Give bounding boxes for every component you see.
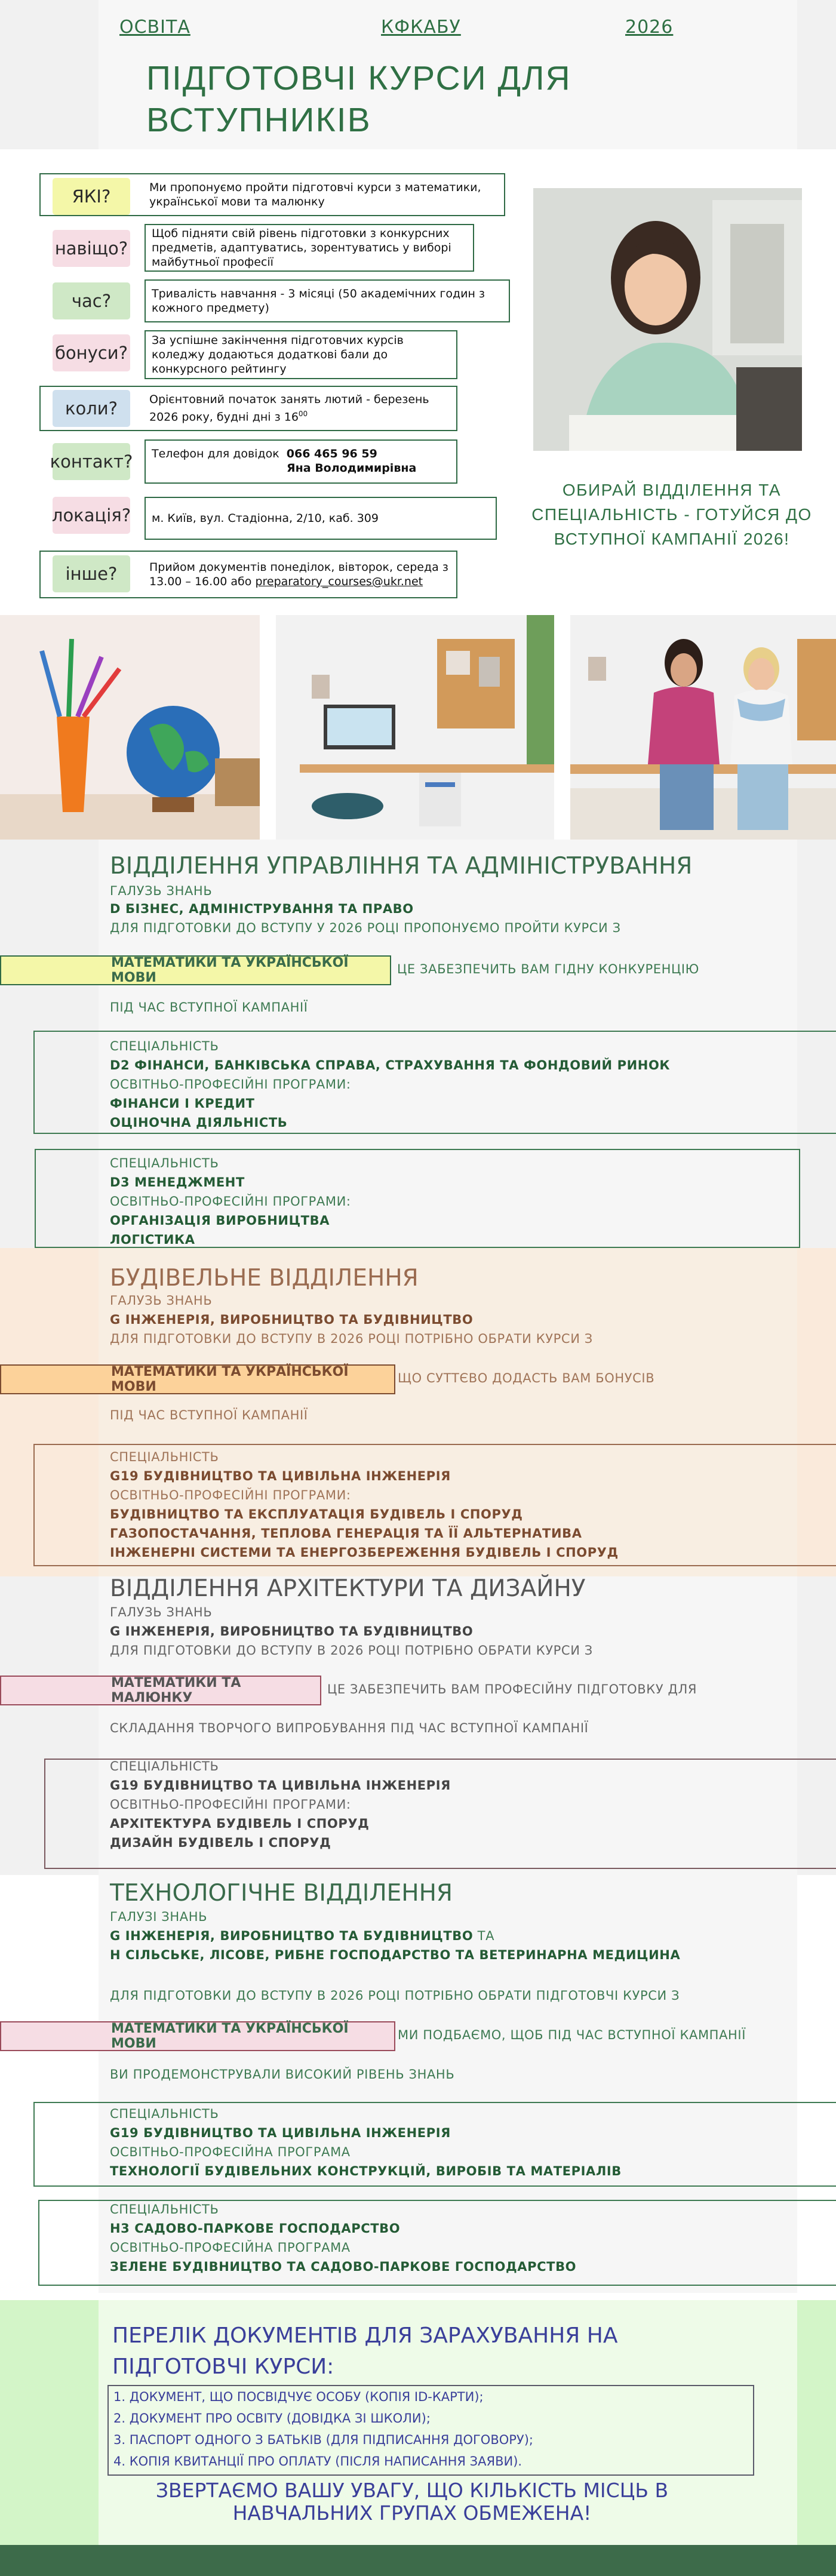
tag-when: коли? [53,390,130,427]
program-label: ОСВІТНЬО-ПРОФЕСІЙНІ ПРОГРАМИ: [110,1194,351,1209]
spec-name: G19 БУДІВНИЦТВО ТА ЦИВІЛЬНА ІНЖЕНЕРІЯ [110,2126,451,2140]
info-which-box: Ми пропонуємо пройти підготовчі курси з математики, української мови та малюнку [39,173,505,216]
tag-other: інше? [53,555,130,592]
dept3-highlight: МАТЕМАТИКИ ТА МАЛЮНКУ [0,1676,321,1705]
spec-name: G19 БУДІВНИЦТВО ТА ЦИВІЛЬНА ІНЖЕНЕРІЯ [110,1778,451,1793]
phone-number[interactable]: 066 465 96 59 [286,447,377,460]
dept1-highlight: МАТЕМАТИКИ ТА УКРАЇНСЬКОЇ МОВИ [0,955,391,985]
info-location-box: м. Київ, вул. Стадіонна, 2/10, каб. 309 [145,497,497,540]
dept4-highlight: МАТЕМАТИКИ ТА УКРАЇНСЬКОЇ МОВИ [0,2021,395,2051]
page-title: ПІДГОТОВЧІ КУРСИ ДЛЯ ВСТУПНИКІВ [146,59,571,139]
docs-notice: ЗВЕРТАЄМО ВАШУ УВАГУ, ЩО КІЛЬКІСТЬ МІСЦЬ В НАВЧАЛЬНИХ ГРУПАХ ОБМЕЖЕНА! [155,2479,669,2525]
program-item: ГАЗОПОСТАЧАННЯ, ТЕПЛОВА ГЕНЕРАЦІЯ ТА ЇЇ АЛЬТЕРНАТИВА [110,1526,582,1541]
globe-illustration [0,615,260,840]
students-illustration [570,615,836,840]
tag-location: локація? [53,497,130,534]
header-link-osvita[interactable]: ОСВІТА [119,17,190,38]
docs-title: ПЕРЕЛІК ДОКУМЕНТІВ ДЛЯ ЗАРАХУВАННЯ НА ПІДГОТОВЧІ КУРСИ: [112,2323,618,2379]
info-when-box: Орієнтовний початок занять лютий - березень 2026 року, будні дні з $16^{00}$ [39,386,457,431]
header-link-kfkabu[interactable]: КФКАБУ [381,17,461,38]
dept2-highlight: МАТЕМАТИКИ ТА УКРАЇНСЬКОЇ МОВИ [0,1364,395,1394]
program-label: ОСВІТНЬО-ПРОФЕСІЙНА ПРОГРАМА [110,2240,351,2255]
tag-contact: контакт? [53,443,130,480]
program-label: ОСВІТНЬО-ПРОФЕСІЙНІ ПРОГРАМИ: [110,1797,351,1812]
dept3-after2: СКЛАДАННЯ ТВОРЧОГО ВИПРОБУВАННЯ ПІД ЧАС ВСТУПНОЇ КАМПАНІЇ [110,1721,589,1735]
student-photo [533,188,802,451]
spec-label: СПЕЦІАЛЬНІСТЬ [110,1450,219,1464]
students-photo [570,615,836,840]
docs-list [113,2386,533,2472]
globe-photo [0,615,260,840]
header-link-year[interactable]: 2026 [625,17,674,38]
tag-which: ЯКІ? [53,178,130,215]
program-item: АРХІТЕКТУРА БУДІВЕЛЬ І СПОРУД [110,1816,370,1831]
dept2-field-label: ГАЛУЗЬ ЗНАНЬ [110,1293,213,1308]
dept3-intro: ДЛЯ ПІДГОТОВКИ ДО ВСТУПУ В 2026 РОЦІ ПОТРІБНО ОБРАТИ КУРСИ З [110,1643,593,1658]
program-item: ІНЖЕНЕРНІ СИСТЕМИ ТА ЕНЕРГОЗБЕРЕЖЕННЯ БУДІВЕЛЬ І СПОРУД [110,1545,619,1560]
dept2-title: БУДІВЕЛЬНЕ ВІДДІЛЕННЯ [110,1265,419,1292]
dept1-intro: ДЛЯ ПІДГОТОВКИ ДО ВСТУПУ У 2026 РОЦІ ПРОПОНУЄМО ПРОЙТИ КУРСИ З [110,921,621,935]
tag-time: час? [53,282,130,319]
program-item: ФІНАНСИ І КРЕДИТ [110,1096,255,1111]
tag-bonus: бонуси? [53,334,130,371]
dept3-spec-box [44,1759,836,1869]
dept4-title: ТЕХНОЛОГІЧНЕ ВІДДІЛЕННЯ [110,1880,453,1907]
spec-label: СПЕЦІАЛЬНІСТЬ [110,1759,219,1773]
dept1-after2: ПІД ЧАС ВСТУПНОЇ КАМПАНІЇ [110,1000,308,1015]
info-why-box: Щоб підняти свій рівень підготовки з конкурсних предметів, адаптуватись, зорентуватись у виборі майбутньої професії [145,224,474,272]
footer-band [0,2545,836,2576]
dept3-title: ВІДДІЛЕННЯ АРХІТЕКТУРИ ТА ДИЗАЙНУ [110,1575,586,1602]
dept2-after2: ПІД ЧАС ВСТУПНОЇ КАМПАНІЇ [110,1408,308,1422]
docs-item-4: 4. КОПІЯ КВИТАНЦІЇ ПРО ОПЛАТУ (ПІСЛЯ НАПИСАННЯ ЗАЯВИ). [113,2454,522,2469]
program-item: ОЦІНОЧНА ДІЯЛЬНІСТЬ [110,1115,288,1130]
dept4-intro: ДЛЯ ПІДГОТОВКИ ДО ВСТУПУ В 2026 РОЦІ ПОТРІБНО ОБРАТИ ПІДГОТОВЧІ КУРСИ З [110,1988,680,2003]
dept3-field: G ІНЖЕНЕРІЯ, ВИРОБНИЦТВО ТА БУДІВНИЦТВО [110,1624,474,1639]
spec-name: G19 БУДІВНИЦТВО ТА ЦИВІЛЬНА ІНЖЕНЕРІЯ [110,1469,451,1483]
email-link[interactable]: preparatory_courses@ukr.net [255,575,423,588]
info-other-box: Прийом документів понеділок, вівторок, середа з 13.00 – 16.00 або preparatory_courses@ukr.net [39,551,457,598]
info-contact-box: Телефон для довідок 066 465 96 59 Яна Володимирівна [145,439,457,484]
dept1-field: D БІЗНЕС, АДМІНІСТРУВАННЯ ТА ПРАВО [110,902,414,916]
dept4-field2: Н СІЛЬСЬКЕ, ЛІСОВЕ, РИБНЕ ГОСПОДАРСТВО ТА ВЕТЕРИНАРНА МЕДИЦИНА [110,1948,681,1962]
dept1-title: ВІДДІЛЕННЯ УПРАВЛІННЯ ТА АДМІНІСТРУВАННЯ [110,853,693,880]
spec-label: СПЕЦІАЛЬНІСТЬ [110,2107,219,2121]
tag-why: навіщо? [53,230,130,267]
dept3-field-label: ГАЛУЗЬ ЗНАНЬ [110,1605,213,1619]
dept4-field-label: ГАЛУЗІ ЗНАНЬ [110,1910,208,1924]
program-label: ОСВІТНЬО-ПРОФЕСІЙНА ПРОГРАМА [110,2145,351,2159]
docs-item-1: 1. ДОКУМЕНТ, ЩО ПОСВІДЧУЄ ОСОБУ (КОПІЯ ID-КАРТИ); [113,2390,484,2404]
spec-name: D2 ФІНАНСИ, БАНКІВСЬКА СПРАВА, СТРАХУВАННЯ ТА ФОНДОВИЙ РИНОК [110,1058,671,1072]
spec-label: СПЕЦІАЛЬНІСТЬ [110,1156,219,1170]
dept3-after: ЦЕ ЗАБЕЗПЕЧИТЬ ВАМ ПРОФЕСІЙНУ ПІДГОТОВКУ ДЛЯ [327,1682,697,1696]
office-illustration [276,615,554,840]
dept1-after: ЦЕ ЗАБЕЗПЕЧИТЬ ВАМ ГІДНУ КОНКУРЕНЦІЮ [397,962,699,976]
dept4-after2: ВИ ПРОДЕМОНСТРУВАЛИ ВИСОКИЙ РІВЕНЬ ЗНАНЬ [110,2067,455,2082]
info-time-box: Тривалість навчання - 3 місяці (50 академічних годин з кожного предмету) [145,279,510,322]
student-photo-illustration [533,188,802,451]
contact-person: Яна Володимирівна [287,462,417,475]
program-item: БУДІВНИЦТВО ТА ЕКСПЛУАТАЦІЯ БУДІВЕЛЬ І СПОРУД [110,1507,523,1521]
spec-label: СПЕЦІАЛЬНІСТЬ [110,1039,219,1053]
program-label: ОСВІТНЬО-ПРОФЕСІЙНІ ПРОГРАМИ: [110,1077,351,1092]
program-item: ЛОГІСТИКА [110,1232,195,1247]
dept4-after: МИ ПОДБАЄМО, ЩОБ ПІД ЧАС ВСТУПНОЇ КАМПАНІЇ [398,2028,746,2042]
spec-label: СПЕЦІАЛЬНІСТЬ [110,2202,219,2217]
program-item: ОРГАНІЗАЦІЯ ВИРОБНИЦТВА [110,1213,330,1228]
program-item: ДИЗАЙН БУДІВЕЛЬ І СПОРУД [110,1836,331,1850]
program-item: ТЕХНОЛОГІЇ БУДІВЕЛЬНИХ КОНСТРУКЦІЙ, ВИРОБІВ ТА МАТЕРІАЛІВ [110,2164,622,2178]
dept2-field: G ІНЖЕНЕРІЯ, ВИРОБНИЦТВО ТА БУДІВНИЦТВО [110,1312,474,1327]
spec-name: D3 МЕНЕДЖМЕНТ [110,1175,245,1189]
program-item: ЗЕЛЕНЕ БУДІВНИЦТВО ТА САДОВО-ПАРКОВЕ ГОСПОДАРСТВО [110,2260,577,2274]
spec-name: Н3 САДОВО-ПАРКОВЕ ГОСПОДАРСТВО [110,2221,401,2236]
dept2-intro: ДЛЯ ПІДГОТОВКИ ДО ВСТУПУ В 2026 РОЦІ ПОТРІБНО ОБРАТИ КУРСИ З [110,1332,593,1346]
info-bonus-box: За успішне закінчення підготовчих курсів коледжу додаються додаткові бали до конкурсного рейтингу [145,330,457,379]
promo-text: ОБИРАЙ ВІДДІЛЕННЯ ТА СПЕЦІАЛЬНІСТЬ - ГОТУЙСЯ ДО ВСТУПНОЇ КАМПАНІЇ 2026! [531,481,812,548]
program-label: ОСВІТНЬО-ПРОФЕСІЙНІ ПРОГРАМИ: [110,1488,351,1502]
docs-item-2: 2. ДОКУМЕНТ ПРО ОСВІТУ (ДОВІДКА ЗІ ШКОЛИ); [113,2411,431,2426]
docs-item-3: 3. ПАСПОРТ ОДНОГО З БАТЬКІВ (ДЛЯ ПІДПИСАННЯ ДОГОВОРУ); [113,2433,533,2447]
dept2-after: ЩО СУТТЄВО ДОДАСТЬ ВАМ БОНУСІВ [398,1371,655,1385]
dept4-field1-line: G ІНЖЕНЕРІЯ, ВИРОБНИЦТВО ТА БУДІВНИЦТВО ТА [110,1929,495,1943]
dept1-field-label: ГАЛУЗЬ ЗНАНЬ [110,884,213,898]
office-photo [276,615,554,840]
